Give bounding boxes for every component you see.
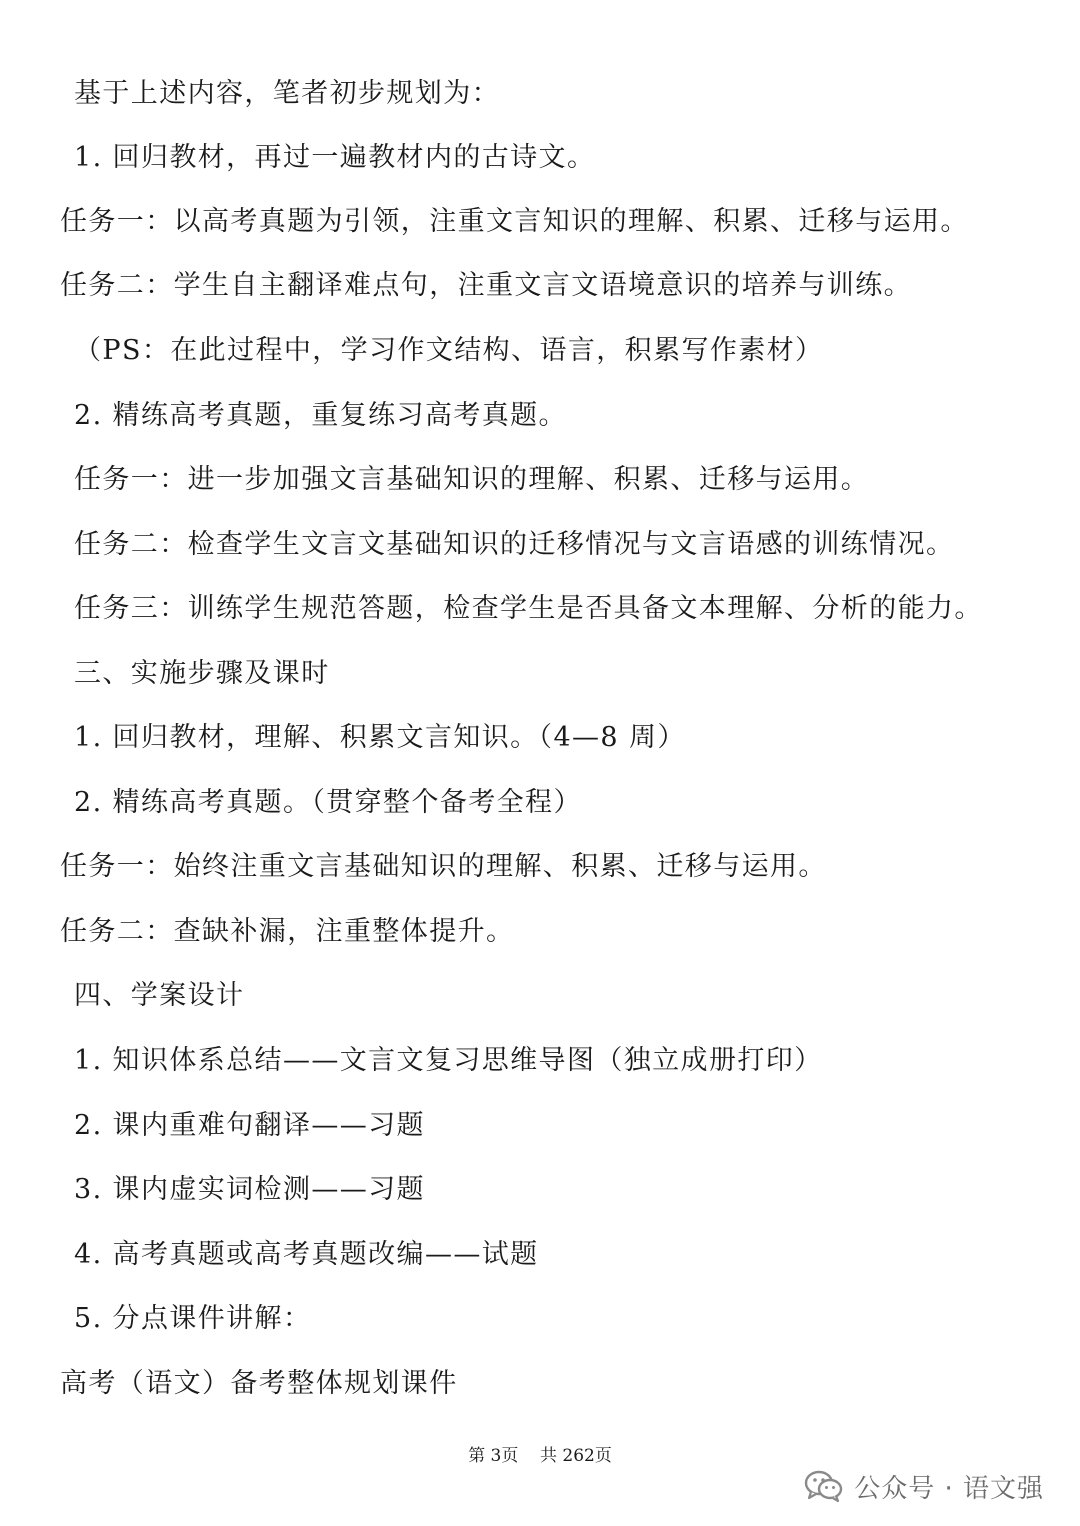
step-item-1: 1. 回归教材，理解、积累文言知识。（4—8 周） [74,722,686,753]
section-heading-3: 三、实施步骤及课时 [74,658,330,689]
page-number [0,1444,1080,1468]
plan-2-task-1: 任务一：进一步加强文言基础知识的理解、积累、迁移与运用。 [74,464,870,495]
intro-line: 基于上述内容，笔者初步规划为： [74,78,500,109]
plan-1-note: （PS：在此过程中，学习作文结构、语言，积累写作素材） [74,335,824,366]
design-item-3: 3. 课内虚实词检测——习题 [74,1174,425,1205]
wechat-watermark [804,1466,1044,1506]
step-2-task-2: 任务二：查缺补漏，注重整体提升。 [60,916,515,947]
section-heading-4: 四、学案设计 [74,980,245,1011]
page-current: 第 3页 [468,1446,519,1466]
plan-2-task-3: 任务三：训练学生规范答题，检查学生是否具备文本理解、分析的能力。 [74,593,983,624]
plan-item-2: 2. 精练高考真题，重复练习高考真题。 [74,400,567,431]
plan-item-1: 1. 回归教材，再过一遍教材内的古诗文。 [74,142,596,173]
watermark-text: 公众号 · 语文强 [854,1473,1044,1504]
plan-1-task-2: 任务二：学生自主翻译难点句，注重文言文语境意识的培养与训练。 [60,270,912,301]
plan-1-task-1: 任务一：以高考真题为引领，注重文言知识的理解、积累、迁移与运用。 [60,206,969,237]
courseware-title: 高考（语文）备考整体规划课件 [60,1368,458,1399]
design-item-4: 4. 高考真题或高考真题改编——试题 [74,1239,539,1270]
wechat-icon [804,1469,844,1503]
design-item-5: 5. 分点课件讲解： [74,1303,312,1334]
design-item-1: 1. 知识体系总结——文言文复习思维导图（独立成册打印） [74,1045,823,1076]
step-2-task-1: 任务一：始终注重文言基础知识的理解、积累、迁移与运用。 [60,851,827,882]
plan-2-task-2: 任务二：检查学生文言文基础知识的迁移情况与文言语感的训练情况。 [74,529,955,560]
page-total: 共 262页 [540,1446,612,1466]
design-item-2: 2. 课内重难句翻译——习题 [74,1110,425,1141]
step-item-2: 2. 精练高考真题。（贯穿整个备考全程） [74,787,582,818]
